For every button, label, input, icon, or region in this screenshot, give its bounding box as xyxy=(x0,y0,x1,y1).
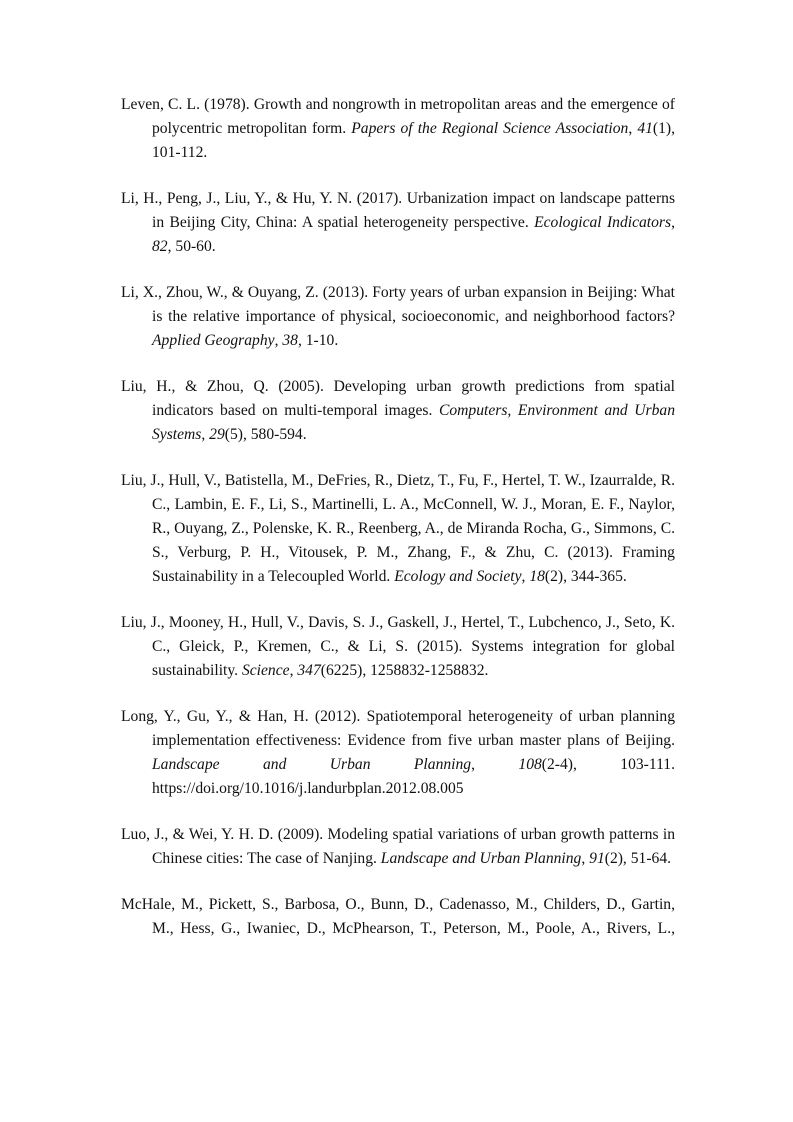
reference-volume: 38 xyxy=(282,332,298,349)
reference-volume: 91 xyxy=(589,850,605,867)
reference-citation-line xyxy=(152,756,675,773)
reference-entry xyxy=(121,281,675,353)
reference-authors: Liu, J., Mooney, H., Hull, V., Davis, S. J., Gaskell, J., Hertel, T., Lubchenco, J., Seto, K. C., Gleick, P., Kremen, C., & Li, S. (2015). xyxy=(121,614,675,655)
reference-entry xyxy=(121,893,675,941)
reference-authors: Leven, C. L. (1978). xyxy=(121,96,250,113)
reference-separator: , xyxy=(289,662,298,679)
reference-pages: (2-4), 103-111. xyxy=(541,756,675,773)
reference-journal: Ecological Indicators xyxy=(534,214,672,231)
reference-volume: 41 xyxy=(637,120,653,137)
reference-entry xyxy=(121,823,675,871)
reference-entry xyxy=(121,93,675,165)
reference-authors: Luo, J., & Wei, Y. H. D. (2009). xyxy=(121,826,324,843)
reference-pages: (2), 344-365. xyxy=(544,568,627,585)
reference-authors: Liu, J., Hull, V., Batistella, M., DeFries, R., Dietz, T., Fu, F., Hertel, T. W., Izaurralde, R. C., Lambin, E. F., Li, S., Martinelli, L. A., McConnell, W. J., Moran, E. F., Naylor, R., Ouyang, Z., Polenske, K. R., Reenberg, A., de Miranda Rocha, G., Simmons, C. S., Verburg, P. H., Vitousek, P. M., Zhang, F., & Zhu, C. (2013). xyxy=(121,472,675,561)
reference-entry xyxy=(121,611,675,683)
reference-title: Modeling spatial variations of urban growth patterns in Chinese cities: The case of Nanjing. xyxy=(152,826,675,867)
reference-journal: Science xyxy=(241,662,290,679)
reference-authors: Liu, H., & Zhou, Q. (2005). xyxy=(121,378,324,395)
reference-entry xyxy=(121,375,675,447)
reference-title: Spatiotemporal heterogeneity of urban planning implementation effectiveness: Evidence from five urban master plans of Beijing. xyxy=(152,708,675,749)
reference-doi-link[interactable]: https://doi.org/10.1016/j.landurbplan.2012.08.005 xyxy=(152,780,464,797)
reference-title: Systems integration for global sustainability. xyxy=(152,638,676,679)
reference-journal: Papers of the Regional Science Association xyxy=(351,120,629,137)
reference-pages: (5), 580-594. xyxy=(224,426,307,443)
reference-entry xyxy=(121,469,675,589)
reference-entry xyxy=(121,705,675,801)
reference-separator: , xyxy=(628,120,638,137)
reference-entry xyxy=(121,187,675,259)
reference-title: Growth and nongrowth in metropolitan areas and the emergence of polycentric metropolitan form. xyxy=(152,96,676,137)
reference-authors: McHale, M., Pickett, S., Barbosa, O., Bunn, D., Cadenasso, M., Childers, D., Gartin, M., Hess, G., Iwaniec, D., McPhearson, T., Peterson, M., Poole, A., Rivers, L., xyxy=(121,896,675,937)
reference-separator: , xyxy=(471,756,519,773)
reference-authors: Li, X., Zhou, W., & Ouyang, Z. (2013). xyxy=(121,284,369,301)
reference-volume: 82 xyxy=(152,238,168,255)
reference-pages: , 50-60. xyxy=(167,238,216,255)
reference-volume: 347 xyxy=(297,662,321,679)
reference-journal: Ecology and Society xyxy=(394,568,522,585)
reference-title: Forty years of urban expansion in Beijing: What is the relative importance of physical, socioeconomic, and neighborhood factors? xyxy=(152,284,675,325)
reference-pages: (1), 101-112. xyxy=(152,120,676,161)
reference-authors: Long, Y., Gu, Y., & Han, H. (2012). xyxy=(121,708,361,725)
reference-separator: , xyxy=(521,568,530,585)
reference-title: Urbanization impact on landscape patterns in Beijing City, China: A spatial heterogeneity perspective. xyxy=(152,190,676,231)
reference-separator: , xyxy=(274,332,283,349)
reference-volume: 29 xyxy=(209,426,225,443)
reference-journal: Computers, Environment and Urban Systems xyxy=(152,402,675,443)
reference-volume: 18 xyxy=(529,568,545,585)
reference-journal: Landscape and Urban Planning xyxy=(380,850,582,867)
reference-journal: Landscape and Urban Planning xyxy=(152,756,472,773)
reference-separator: , xyxy=(671,214,675,231)
reference-authors: Li, H., Peng, J., Liu, Y., & Hu, Y. N. (2017). xyxy=(121,190,403,207)
reference-pages: , 1-10. xyxy=(297,332,339,349)
reference-journal: Applied Geography xyxy=(152,332,275,349)
reference-pages: (6225), 1258832-1258832. xyxy=(320,662,489,679)
reference-separator: , xyxy=(581,850,590,867)
reference-volume: 108 xyxy=(518,756,542,773)
reference-separator: , xyxy=(201,426,210,443)
reference-title: Framing Sustainability in a Telecoupled World. xyxy=(152,544,675,585)
reference-title: Developing urban growth predictions from spatial indicators based on multi-temporal images. xyxy=(152,378,675,419)
reference-pages: (2), 51-64. xyxy=(604,850,672,867)
